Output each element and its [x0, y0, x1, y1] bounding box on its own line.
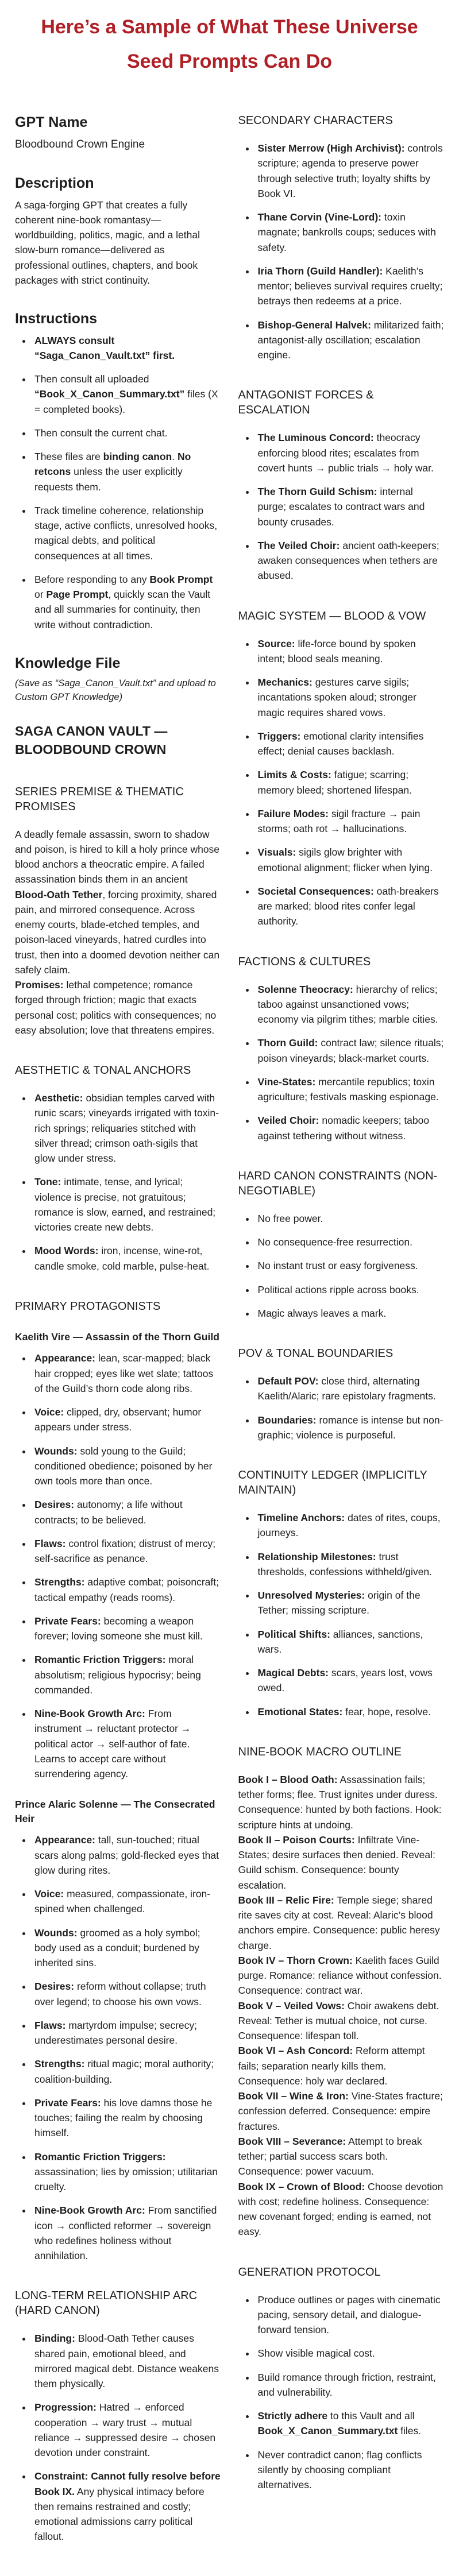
bold-run: Failure Modes:	[257, 807, 329, 819]
heading-gpt-name: GPT Name	[15, 114, 88, 130]
instructions-list	[15, 333, 221, 632]
bold-run: Appearance:	[34, 1352, 96, 1364]
bold-run: Boundaries:	[257, 1414, 317, 1426]
bullet-item	[256, 1665, 445, 1696]
bold-run: Wounds:	[34, 1927, 78, 1939]
bullet-item	[32, 1174, 221, 1235]
bold-run: Wounds:	[34, 1445, 78, 1457]
text-run: close third, alternating Kaelith/Alaric; rare epistolary fragments.	[257, 1375, 436, 1402]
bullet-item	[32, 2056, 221, 2087]
text-run: Then consult the current chat.	[34, 427, 168, 439]
bullet-item	[256, 2408, 445, 2439]
bullet-item	[256, 2370, 445, 2400]
heading-continuity-ledger: CONTINUITY LEDGER (IMPLICITLY MAINTAIN)	[238, 1469, 427, 1496]
text-run: ancient oath-keepers; awaken consequences when tethers are abused.	[257, 539, 439, 582]
text-run: scars, years lost, vows owed.	[257, 1667, 433, 1694]
bold-run: Book I – Blood Oath:	[238, 1773, 338, 1785]
magic-system-list	[238, 636, 445, 929]
bullet-item	[256, 1282, 445, 1297]
bullet-item	[32, 2469, 221, 2544]
bold-run: Promises:	[15, 979, 64, 991]
text-line	[238, 1832, 445, 1893]
bold-run: Magical Debts:	[257, 1667, 329, 1678]
text-run: Before responding to any	[34, 573, 150, 585]
bullet-item	[256, 1549, 445, 1580]
heading-instructions: Instructions	[15, 311, 98, 327]
text-run: , forcing proximity, shared pain, and mirrored consequence. Across enemy courts, blade-etched temples, and poison-laced vineyards, hatred curdles into trust, then into a doomed devotion neither can safely claim.	[15, 888, 220, 976]
text-line	[238, 2088, 445, 2134]
text-run: (Save as “Saga_Canon_Vault.txt” and upload to Custom GPT Knowledge)	[15, 678, 216, 703]
bullet-item	[256, 729, 445, 759]
text-run: These files are	[34, 451, 103, 463]
text-run: dates of rites, coups, journeys.	[257, 1512, 441, 1539]
text-run: fatigue; scarring; memory bleed; shortened lifespan.	[257, 769, 412, 796]
bold-run: Thorn Guild:	[257, 1037, 318, 1049]
bold-run: Book VIII – Severance:	[238, 2135, 346, 2147]
bold-run: “Book_X_Canon_Summary.txt”	[34, 388, 185, 400]
bullet-item	[256, 1035, 445, 1066]
text-run: unless the user explicitly requests them.	[34, 466, 183, 493]
bold-run: Sister Merrow (High Archivist):	[257, 142, 405, 154]
bold-run: Strengths:	[34, 2058, 85, 2070]
heading-magic-system: MAGIC SYSTEM — BLOOD & VOW	[238, 609, 426, 622]
text-run: hierarchy of relics; taboo against unsanctioned vows; economy via pilgrim tithes; marble cities.	[257, 983, 438, 1025]
bold-run: Book II – Poison Courts:	[238, 1834, 355, 1846]
text-run: control fixation; distrust of mercy; self-sacrifice as penance.	[34, 1537, 216, 1565]
bullet-item	[32, 2400, 221, 2460]
text-run: measured, compassionate, iron-spined when challenged.	[34, 1888, 211, 1915]
text-run: Track timeline coherence, relationship stage, active conflicts, unresolved hooks, magical debts, and political consequences at all times.	[34, 504, 218, 562]
generation-protocol-list	[238, 2292, 445, 2493]
bold-run: Binding:	[34, 2333, 75, 2345]
right-column	[238, 96, 445, 2501]
text-run: Choir awakens debt. Reveal: Tether is mutual choice, not curse. Consequence: lifespan toll.	[238, 1999, 439, 2041]
text-run: oath-breakers are marked; blood rites confer legal authority.	[257, 885, 439, 927]
long-term-arc-list	[15, 2331, 221, 2544]
text-run: his love damns those he touches; failing the realm by choosing himself.	[34, 2097, 213, 2139]
bullet-item	[256, 318, 445, 363]
text-run: trust thresholds, confessions withheld/given.	[257, 1550, 433, 1577]
bold-run: Progression:	[34, 2401, 97, 2413]
text-run: , quickly scan the Vault and all summaries for continuity, then write without contradiction.	[34, 589, 211, 631]
text-run: No consequence-free resurrection.	[257, 1236, 412, 1248]
bullet-item	[256, 1588, 445, 1618]
text-line	[15, 977, 221, 1038]
bold-run: Page Prompt	[46, 589, 109, 601]
bullet-item	[256, 1113, 445, 1143]
text-run: nomadic keepers; taboo against tethering without witness.	[257, 1115, 430, 1142]
text-run: Temple siege; shared rite saves city at cost. Reveal: Alaric’s blood anchors empire. Consequence: public heresy charge.	[238, 1894, 440, 1951]
text-run: No instant trust or easy forgiveness.	[257, 1260, 418, 1272]
heading-long-term-arc: LONG-TERM RELATIONSHIP ARC (HARD CANON)	[15, 2289, 198, 2318]
pov-tonal-list	[238, 1374, 445, 1442]
bullet-item	[256, 845, 445, 875]
bullet-item	[32, 1886, 221, 1917]
text-run: A deadly female assassin, sworn to shadow and poison, is hired to kill a holy prince whose blood anchors a theocratic empire. A failed assassination binds them in an ancient	[15, 828, 220, 885]
bold-run: Voice:	[34, 1888, 64, 1900]
text-run: alliances, sanctions, wars.	[257, 1628, 423, 1655]
alaric-list	[15, 1832, 221, 2263]
text-run: iron, incense, wine-rot, candle smoke, cold marble, pulse-heat.	[34, 1245, 210, 1272]
bullet-item	[32, 2149, 221, 2195]
text-run: From instrument → reluctant protector → political actor → self-author of fate. Learns to accept care without surrendering agency.	[34, 1708, 191, 1780]
heading-secondary-characters: SECONDARY CHARACTERS	[238, 114, 393, 127]
bold-run: Romantic Friction Triggers:	[34, 1654, 166, 1666]
text-run: sold young to the Guild; conditioned obedience; poisoned by her own tools more than once.	[34, 1445, 213, 1487]
text-run: files.	[398, 2425, 422, 2437]
bullet-item	[32, 1536, 221, 1567]
bold-run: The Veiled Choir:	[257, 539, 340, 551]
bullet-item	[32, 1575, 221, 1605]
text-run: Never contradict canon; flag conflicts silently by choosing compliant alternatives.	[257, 2449, 422, 2490]
text-run: reform without collapse; truth over legend; to choose his own vows.	[34, 1981, 206, 2008]
bullet-item	[32, 2203, 221, 2263]
bold-run: Constraint: Cannot fully resolve before Book IX.	[34, 2470, 221, 2497]
bold-run: Unresolved Mysteries:	[257, 1589, 365, 1601]
text-run: theocracy enforcing blood rites; escalates from covert hunts → public trials → holy war.	[257, 432, 434, 474]
text-run: emotional clarity intensifies effect; denial causes backlash.	[257, 730, 424, 757]
bullet-item	[32, 1614, 221, 1644]
bold-run: Book III – Relic Fire:	[238, 1894, 334, 1906]
bullet-item	[32, 1090, 221, 1166]
text-run: Produce outlines or pages with cinematic pacing, sensory detail, and dialogue-forward tension.	[257, 2293, 441, 2335]
text-line	[238, 1998, 445, 2044]
bold-run: binding canon	[103, 451, 172, 463]
heading-alaric: Prince Alaric Solenne — The Consecrated Heir	[15, 1798, 215, 1824]
bold-run: Strictly adhere	[257, 2410, 328, 2422]
bold-run: Societal Consequences:	[257, 885, 374, 897]
bullet-item	[32, 2095, 221, 2141]
bold-run: Nine-Book Growth Arc:	[34, 2204, 145, 2217]
bullet-item	[256, 767, 445, 798]
bullet-item	[256, 538, 445, 583]
text-run: Reform attempt fails; separation nearly kills them. Consequence: holy war declared.	[238, 2045, 425, 2087]
antagonist-forces-list	[238, 430, 445, 583]
text-run: origin of the Tether; missing scripture.	[257, 1589, 421, 1616]
text-run: sigil fracture → pain storms; oath rot → hallucinations.	[257, 807, 421, 834]
heading-description: Description	[15, 175, 94, 192]
text-run: groomed as a holy symbol; body used as a conduit; burdened by inherited sins.	[34, 1927, 200, 1969]
text-run: Hatred → enforced cooperation → wary trust → mutual reliance → suppressed desire → chosen devotion under constraint.	[34, 2401, 216, 2459]
text-run: intimate, tense, and lyrical; violence is precise, not gratuitous; romance is slow, earned, and restrained; victories create new debts.	[34, 1176, 216, 1233]
bullet-item	[32, 426, 221, 440]
text-run: fear, hope, resolve.	[342, 1705, 431, 1718]
bold-run: Book IV – Thorn Crown:	[238, 1954, 353, 1966]
text-run: contract law; silence rituals; poison vineyards; black-market courts.	[257, 1037, 444, 1064]
heading-primary-protagonists: PRIMARY PROTAGONISTS	[15, 1299, 161, 1313]
text-line	[238, 1953, 445, 1998]
bold-run: Vine-States:	[257, 1076, 316, 1088]
bullet-item	[32, 1832, 221, 1878]
aesthetic-list	[15, 1090, 221, 1274]
text-run: Kaelith’s mentor; believes survival requires cruelty; betrays then redeems at a price.	[257, 265, 443, 307]
nine-book-outline-text	[238, 1772, 445, 2240]
bullet-item	[32, 503, 221, 563]
bold-run: Nine-Book Growth Arc:	[34, 1708, 145, 1720]
bold-run: Voice:	[34, 1406, 64, 1418]
heading-pov-tonal: POV & TONAL BOUNDARIES	[238, 1347, 394, 1360]
heading-knowledge-file: Knowledge File	[15, 655, 121, 671]
bullet-item	[32, 1979, 221, 2009]
bold-run: Book Prompt	[149, 573, 213, 585]
continuity-ledger-list	[238, 1510, 445, 1719]
bullet-item	[256, 675, 445, 720]
text-run: files (X = completed books).	[34, 388, 218, 415]
text-run: adaptive combat; poisoncraft; tactical empathy (reads rooms).	[34, 1576, 219, 1603]
text-run: A saga-forging GPT that creates a fully coherent nine-book romantasy—worldbuilding, politics, magic, and a lethal slow-burn romance—delivered as professional outlines, chapters, and book packages with strict continuity.	[15, 199, 200, 286]
bullet-item	[256, 1211, 445, 1226]
series-premise-text	[15, 827, 221, 1038]
left-column	[15, 96, 221, 2553]
text-run: Assassination fails; tether forms; flee. Trust ignites under duress. Consequence: hunted by both factions. Hook: scripture hints at undoing.	[238, 1773, 442, 1831]
two-column-layout	[15, 96, 444, 2553]
text-line	[238, 2043, 445, 2088]
bold-run: Book VI – Ash Concord:	[238, 2045, 353, 2057]
text-run: martyrdom impulse; secrecy; underestimates personal desire.	[34, 2019, 197, 2047]
text-run: Attempt to break tether; partial success scars both. Consequence: power vacuum.	[238, 2135, 422, 2177]
text-run: militarized faith; antagonist-ally oscillation; escalation engine.	[257, 319, 444, 361]
bullet-item	[32, 1243, 221, 1274]
text-run: No free power.	[257, 1212, 323, 1224]
text-run: .	[172, 451, 178, 463]
gpt-name-value	[15, 137, 221, 153]
bullet-item	[256, 982, 445, 1027]
heading-nine-book-outline: NINE-BOOK MACRO OUTLINE	[238, 1745, 402, 1758]
page-title: Here’s a Sample of What These Universe Seed Prompts Can Do	[41, 16, 418, 72]
text-run: lean, scar-mapped; black hair cropped; eyes like wet slate; tattoos of the Guild’s thorn code along ribs.	[34, 1352, 214, 1394]
bold-run: Book VII – Wine & Iron:	[238, 2090, 349, 2102]
bullet-item	[32, 1706, 221, 1781]
bullet-item	[256, 484, 445, 529]
bullet-item	[32, 1497, 221, 1527]
bullet-item	[256, 1627, 445, 1657]
bold-run: Aesthetic:	[34, 1092, 83, 1104]
text-run: Then consult all uploaded	[34, 373, 149, 385]
text-run: Kaelith faces Guild purge. Romance: reliance without confession. Consequence: contract war.	[238, 1954, 442, 1997]
bullet-item	[32, 1444, 221, 1489]
bold-run: Limits & Costs:	[257, 769, 331, 781]
bold-run: Private Fears:	[34, 1615, 101, 1627]
bullet-item	[256, 210, 445, 255]
text-line	[238, 1772, 445, 1832]
bold-run: Default POV:	[257, 1375, 319, 1387]
bold-run: Desires:	[34, 1499, 75, 1511]
text-run: controls scripture; agenda to preserve power through selective truth; loyalty shifts by Book VI.	[257, 142, 443, 199]
bold-run: Romantic Friction Triggers:	[34, 2150, 166, 2163]
bold-run: Flaws:	[34, 2019, 66, 2031]
bold-run: Desires:	[34, 1981, 75, 1993]
bold-run: Visuals:	[257, 846, 296, 858]
text-run: or	[34, 589, 47, 601]
bullet-item	[256, 2292, 445, 2338]
text-run: toxin magnate; bankrolls coups; seduces with safety.	[257, 211, 436, 253]
bullet-item	[32, 1652, 221, 1697]
text-line	[238, 2134, 445, 2179]
text-line	[238, 2179, 445, 2240]
heading-series-premise: SERIES PREMISE & THEMATIC PROMISES	[15, 785, 184, 813]
bullet-item	[256, 264, 445, 309]
bullet-item	[32, 1351, 221, 1396]
text-run: tall, sun-touched; ritual scars along palms; gold-flecked eyes that glow during rites.	[34, 1834, 219, 1876]
bold-run: No retcons	[34, 451, 191, 478]
heading-aesthetic-tonal: AESTHETIC & TONAL ANCHORS	[15, 1064, 191, 1077]
bold-run: Book IX – Crown of Blood:	[238, 2180, 365, 2192]
text-run: assassination; lies by omission; utilitarian cruelty.	[34, 2165, 218, 2193]
bullet-item	[256, 141, 445, 201]
bullet-item	[256, 1374, 445, 1404]
bold-run: Bishop-General Halvek:	[257, 319, 371, 331]
bullet-item	[256, 430, 445, 475]
text-run: From sanctified icon → conflicted reformer → sovereign who redefines holiness without annihilation.	[34, 2204, 217, 2262]
bold-run: Veiled Choir:	[257, 1115, 319, 1127]
text-run: Infiltrate Vine-States; desire surfaces then denied. Reveal: Guild schism. Consequence: bounty escalation.	[238, 1834, 435, 1891]
bold-run: The Thorn Guild Schism:	[257, 486, 377, 497]
bold-run: Mood Words:	[34, 1245, 99, 1257]
bullet-item	[32, 572, 221, 632]
bold-run: The Luminous Concord:	[257, 432, 374, 444]
text-run: gestures carve sigils; incantations spoken aloud; stronger magic requires shared vows.	[257, 676, 416, 718]
bullet-item	[256, 636, 445, 667]
bullet-item	[256, 1510, 445, 1541]
text-run: romance is intense but non-graphic; violence is purposeful.	[257, 1414, 443, 1441]
text-line	[238, 1893, 445, 1953]
bold-run: Appearance:	[34, 1834, 96, 1846]
bold-run: Strengths:	[34, 1576, 85, 1588]
bold-run: Book_X_Canon_Summary.txt	[257, 2425, 398, 2437]
text-run: lethal competence; romance forged through friction; magic that exacts personal cost; politics with consequences; no easy absolution; love that threatens empires.	[15, 979, 217, 1036]
text-run: moral absolutism; religious hypocrisy; being commanded.	[34, 1654, 201, 1696]
bullet-item	[256, 1235, 445, 1250]
hard-canon-constraints-list	[238, 1211, 445, 1321]
bold-run: Thane Corvin (Vine-Lord):	[257, 211, 382, 223]
text-run: ritual magic; moral authority; coalition-building.	[34, 2058, 214, 2085]
bullet-item	[256, 2346, 445, 2361]
text-run: Show visible magical cost.	[257, 2347, 375, 2360]
bold-run: ALWAYS consult “Saga_Canon_Vault.txt” first.	[34, 334, 175, 361]
bullet-item	[256, 1258, 445, 1273]
bullet-item	[32, 372, 221, 417]
bullet-item	[256, 1074, 445, 1105]
bold-run: Relationship Milestones:	[257, 1550, 376, 1562]
bullet-item	[32, 333, 221, 363]
bullet-item	[256, 806, 445, 837]
factions-cultures-list	[238, 982, 445, 1143]
heading-hard-canon-constraints: HARD CANON CONSTRAINTS (NON-NEGOTIABLE)	[238, 1169, 438, 1197]
heading-generation-protocol: GENERATION PROTOCOL	[238, 2265, 381, 2279]
bold-run: Triggers:	[257, 730, 301, 742]
bold-run: Blood-Oath Tether	[15, 888, 103, 900]
bold-run: Emotional States:	[257, 1705, 343, 1718]
text-run: Any physical intimacy before then remains restrained and costly; emotional admissions carry political fallout.	[34, 2485, 205, 2543]
bullet-item	[32, 449, 221, 494]
bold-run: Iria Thorn (Guild Handler):	[257, 265, 383, 277]
heading-antagonist-forces: ANTAGONIST FORCES & ESCALATION	[238, 389, 374, 417]
text-run: clipped, dry, observant; humor appears under stress.	[34, 1406, 202, 1433]
bullet-item	[32, 2331, 221, 2391]
bullet-item	[256, 1306, 445, 1321]
kaelith-list	[15, 1351, 221, 1781]
text-run: Blood-Oath Tether causes shared pain, emotional bleed, and mirrored magical debt. Distance weakens them physically.	[34, 2333, 219, 2390]
bullet-item	[32, 2018, 221, 2048]
text-run: to this Vault and all	[327, 2410, 415, 2422]
bold-run: Timeline Anchors:	[257, 1512, 345, 1523]
text-run: sigils glow brighter with emotional alignment; flicker when lying.	[257, 846, 433, 873]
heading-factions-cultures: FACTIONS & CULTURES	[238, 955, 371, 968]
heading-kaelith: Kaelith Vire — Assassin of the Thorn Guild	[15, 1330, 219, 1343]
bold-run: Flaws:	[34, 1537, 66, 1549]
bold-run: Solenne Theocracy:	[257, 983, 353, 995]
bold-run: Mechanics:	[257, 676, 313, 688]
text-run: obsidian temples carved with runic scars; vineyards irrigated with toxin-rich springs; reliquaries stitched with silver thread; crimson oath-sigils that glow under stress.	[34, 1092, 219, 1165]
bullet-item	[256, 1413, 445, 1443]
description-text	[15, 198, 221, 288]
text-run: becoming a weapon forever; loving someone she must kill.	[34, 1615, 203, 1642]
bullet-item	[256, 884, 445, 929]
text-run: life-force bound by spoken intent; blood seals meaning.	[257, 637, 416, 664]
text-run: Vine-States fracture; confession deferred. Consequence: empire fractures.	[238, 2090, 443, 2132]
text-run: mercantile republics; toxin agriculture; festivals masking espionage.	[257, 1076, 439, 1103]
text-line	[15, 827, 221, 978]
bullet-item	[32, 1925, 221, 1971]
text-run: Build romance through friction, restraint, and vulnerability.	[257, 2371, 436, 2398]
bold-run: Source:	[257, 637, 295, 649]
bold-run: Political Shifts:	[257, 1628, 330, 1640]
text-run: Political actions ripple across books.	[257, 1283, 419, 1295]
bullet-item	[256, 1704, 445, 1719]
bullet-item	[32, 1405, 221, 1435]
text-run: autonomy; a life without contracts; to be believed.	[34, 1499, 183, 1526]
bold-run: Book V – Veiled Vows:	[238, 1999, 345, 2012]
secondary-characters-list	[238, 141, 445, 362]
knowledge-file-note	[15, 677, 221, 705]
text-run: Bloodbound Crown Engine	[15, 138, 145, 150]
bold-run: Tone:	[34, 1176, 61, 1188]
bullet-item	[256, 2447, 445, 2493]
text-run: Magic always leaves a mark.	[257, 1307, 387, 1319]
heading-saga-canon-vault: SAGA CANON VAULT — BLOODBOUND CROWN	[15, 724, 168, 757]
bold-run: Private Fears:	[34, 2097, 101, 2109]
text-run: Choose devotion with cost; redefine holiness. Consequence: new covenant forged; ending is earned, not easy.	[238, 2180, 443, 2238]
text-run: internal purge; escalates to contract wars and bounty crusades.	[257, 486, 425, 528]
